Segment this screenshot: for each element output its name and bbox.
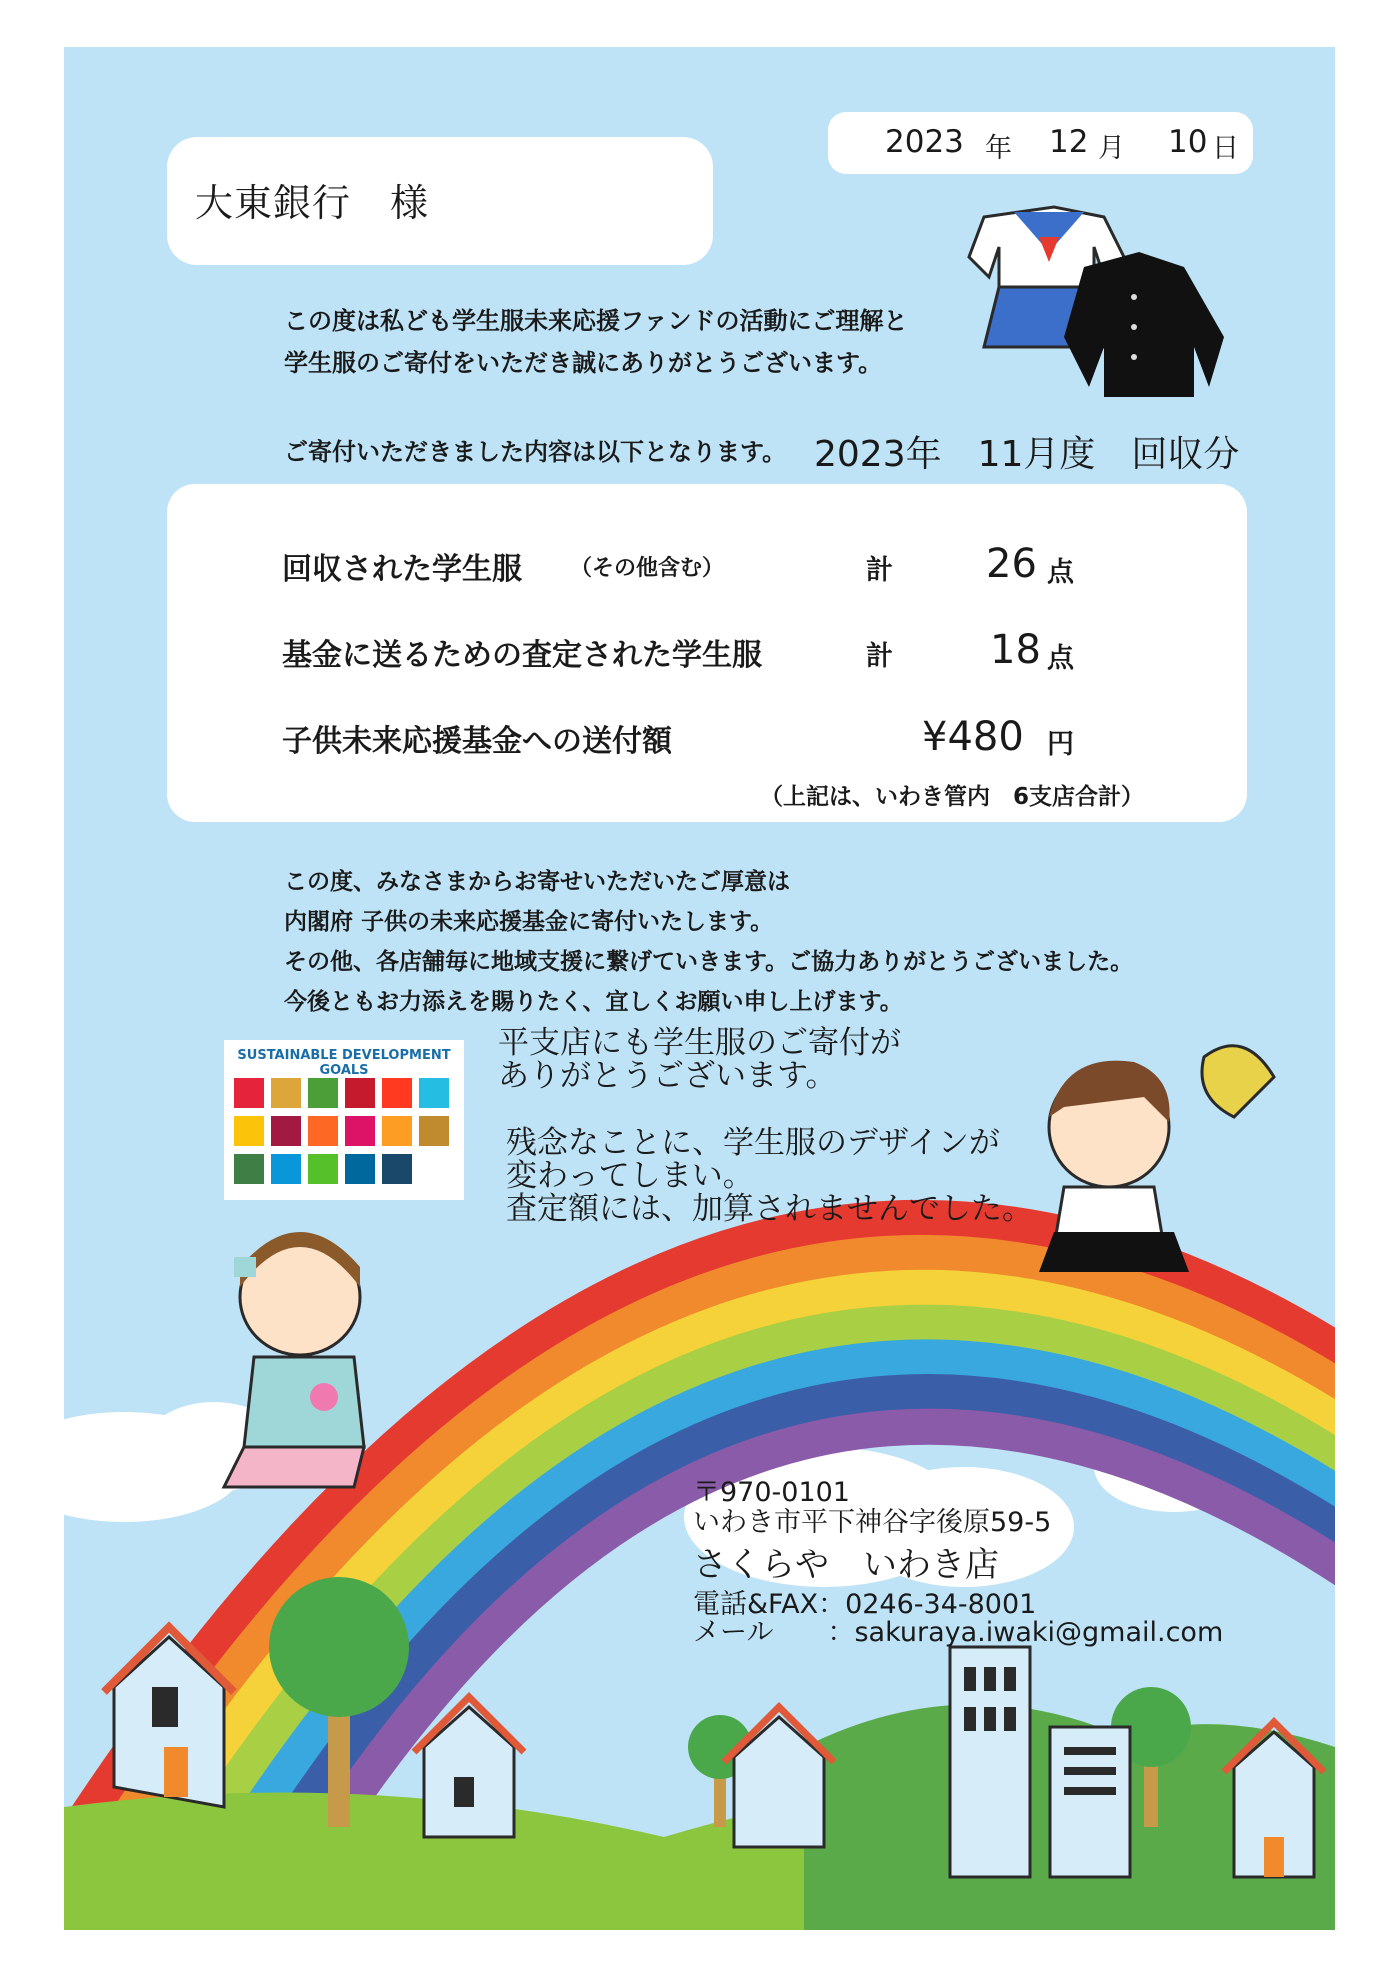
intro-line: 学生服のご寄付をいただき誠にありがとうございます。 <box>284 349 883 377</box>
message-line: この度、みなさまからお寄せいただいたご厚意は <box>284 869 790 895</box>
sdg-goal-tile <box>308 1116 338 1146</box>
phone-fax: 電話&FAX：0246-34-8001 <box>693 1589 1037 1620</box>
cap-icon <box>1202 1046 1274 1117</box>
sdg-goal-tile <box>345 1154 375 1184</box>
sdg-goal-tile <box>308 1078 338 1108</box>
branch-note <box>498 1027 1033 1226</box>
date-month-label: 月 <box>1098 133 1125 164</box>
assessed-count: 18 <box>990 627 1041 673</box>
sdg-goal-tile <box>419 1078 449 1108</box>
collected-note: （その他含む） <box>570 556 725 581</box>
recipient-name: 大東銀行 様 <box>195 181 430 225</box>
sdg-poster <box>224 1040 464 1200</box>
date-year-label: 年 <box>985 133 1012 164</box>
sdg-goal-tile <box>271 1116 301 1146</box>
sdg-title: SUSTAINABLE DEVELOPMENT GOALS <box>237 1048 451 1078</box>
sdg-goal-tile <box>419 1154 449 1184</box>
sdg-goal-tile <box>271 1154 301 1184</box>
date-day: 10 <box>1168 124 1208 160</box>
message-line: 今後ともお力添えを賜りたく、宜しくお願い申し上げます。 <box>284 989 903 1015</box>
sdg-goal-tile <box>234 1154 264 1184</box>
sdg-goal-tile <box>234 1116 264 1146</box>
date-month: 12 <box>1049 124 1089 160</box>
sdg-goal-tile <box>382 1078 412 1108</box>
boy-icon <box>1039 1061 1189 1272</box>
branch-note-line: 査定額には、加算されませんでした。 <box>506 1191 1033 1227</box>
assessed-label: 基金に送るための査定された学生服 <box>282 638 762 673</box>
date-day-label: 日 <box>1212 133 1239 164</box>
sdg-goal-tile <box>382 1154 412 1184</box>
assessed-unit: 点 <box>1047 643 1074 674</box>
intro-line: この度は私ども学生服未来応援ファンドの活動にご理解と <box>284 307 908 335</box>
email[interactable]: メール ：sakuraya.iwaki@gmail.com <box>693 1617 1224 1648</box>
collected-label: 回収された学生服 <box>282 552 522 587</box>
gakuran-jacket-icon <box>1064 252 1224 397</box>
branch-note-line: 平支店にも学生服のご寄付が <box>498 1025 901 1061</box>
collected-kei: 計 <box>866 555 893 586</box>
branch-note-line: 残念なことに、学生服のデザインが <box>506 1125 1000 1161</box>
sdg-goal-tile <box>345 1078 375 1108</box>
intro-text <box>284 300 908 384</box>
sdg-goal-tile <box>234 1078 264 1108</box>
sdg-goal-tile <box>345 1116 375 1146</box>
assessed-kei: 計 <box>866 641 893 672</box>
girl-icon <box>224 1232 364 1487</box>
branch-note-line: 変わってしまい。 <box>506 1158 754 1194</box>
date-year: 2023 <box>885 124 964 160</box>
sdg-goal-tile <box>271 1078 301 1108</box>
thanks-message <box>284 862 1133 1022</box>
branch-note-line: ありがとうございます。 <box>498 1058 837 1094</box>
shop-name: さくらや いわき店 <box>693 1545 999 1585</box>
message-line: その他、各店舗毎に地域支援に繋げていきます。ご協力ありがとうございました。 <box>284 949 1134 975</box>
sdg-goal-tile <box>308 1154 338 1184</box>
postal-code: 〒970-0101 <box>693 1477 850 1508</box>
collected-count: 26 <box>986 541 1037 587</box>
fund-unit: 円 <box>1047 729 1074 760</box>
collection-period: 2023年 11月度 回収分 <box>814 434 1240 475</box>
fund-amount: ¥480 <box>922 714 1024 760</box>
sdg-goal-tile <box>419 1116 449 1146</box>
sdg-goal-tile <box>382 1116 412 1146</box>
collected-unit: 点 <box>1047 557 1074 588</box>
fund-label: 子供未来応援基金への送付額 <box>282 724 672 759</box>
message-line: 内閣府 子供の未来応援基金に寄付いたします。 <box>284 909 774 935</box>
summary-footnote: （上記は、いわき管内 6支店合計） <box>760 784 1145 810</box>
content-lead: ご寄付いただきました内容は以下となります。 <box>284 438 787 466</box>
address: いわき市平下神谷字後原59-5 <box>693 1507 1052 1538</box>
